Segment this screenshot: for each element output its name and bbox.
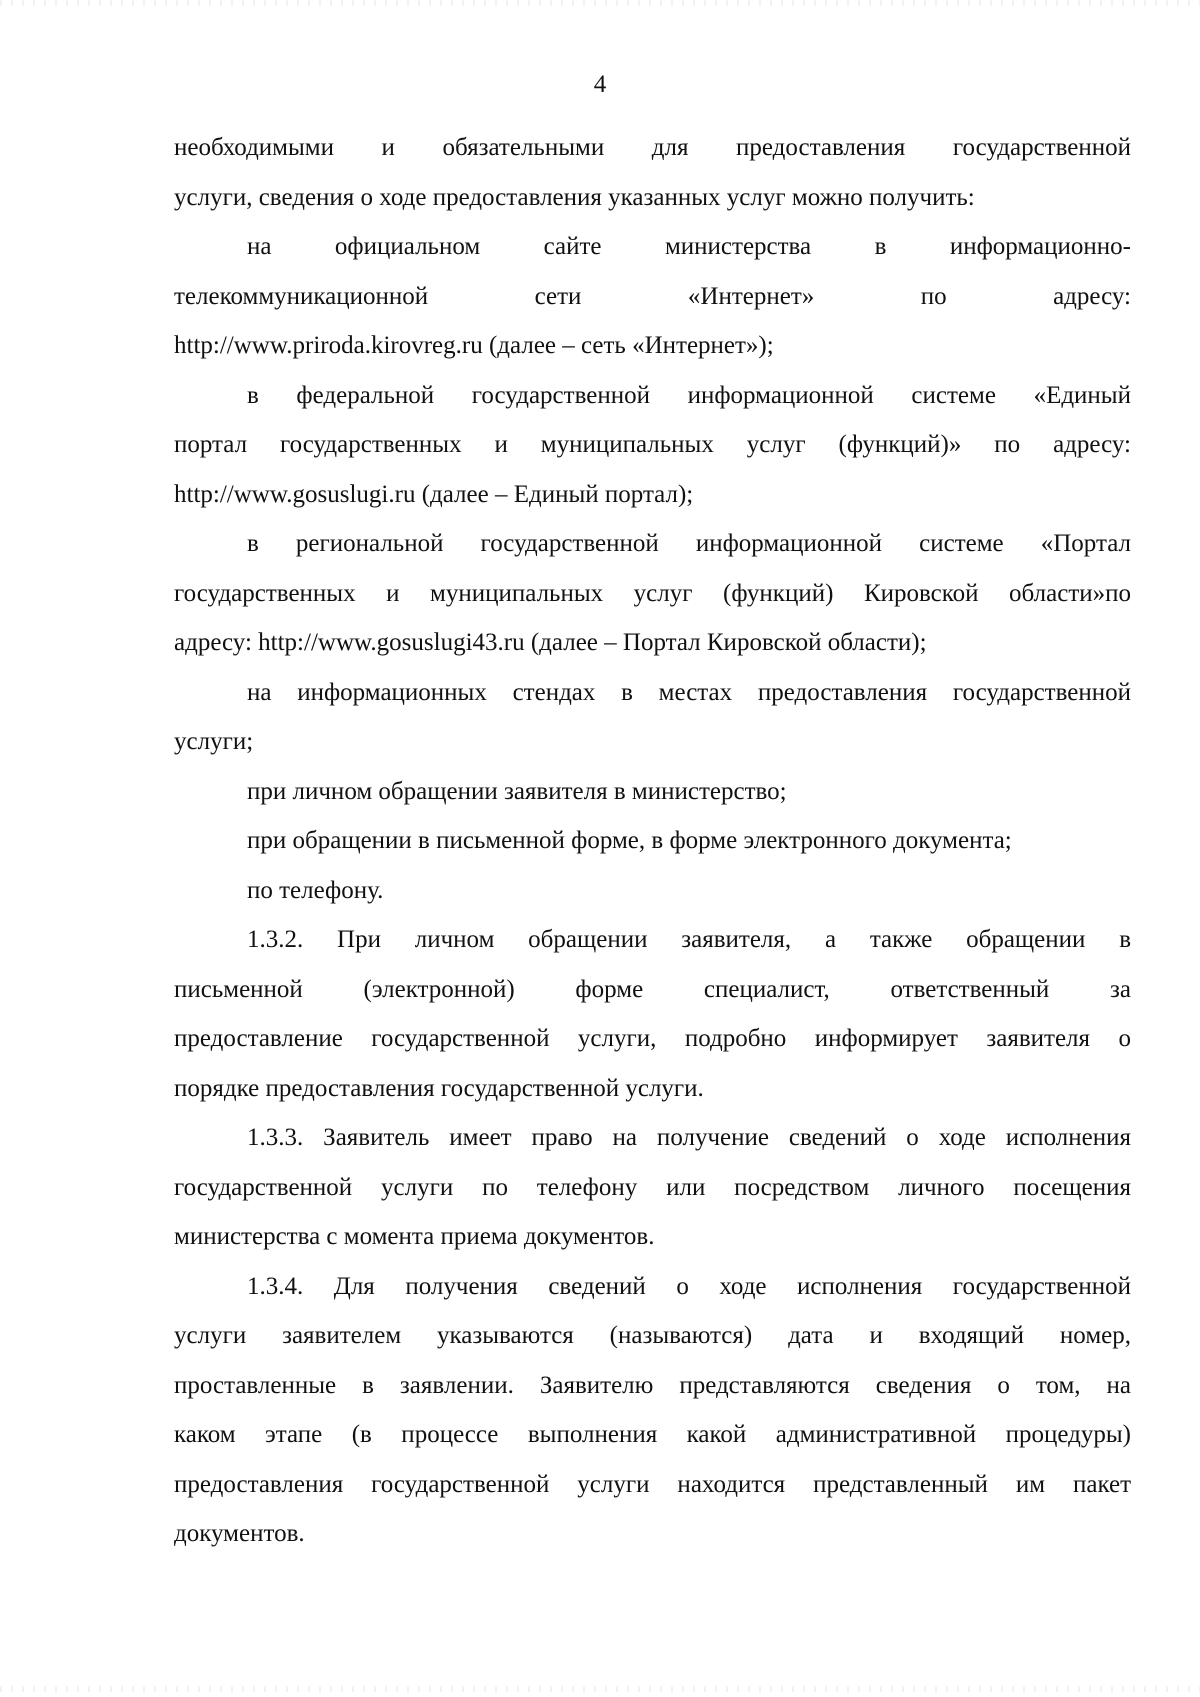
paragraph-info-stands-line-2: услуги; xyxy=(174,728,254,755)
paragraph-regional-portal-line-2: государственных и муниципальных услуг (функций) Кировской области»по xyxy=(174,579,1131,607)
paragraph-info-stands-line-1: на информационных стендах в местах предоставления государственной xyxy=(247,678,1131,706)
paragraph-1-3-4-line-1: 1.3.4. Для получения сведений о ходе исполнения государственной xyxy=(247,1272,1131,1300)
paragraph-unified-portal-line-3: http://www.gosuslugi.ru (далее – Единый портал); xyxy=(174,480,694,508)
paragraph-unified-portal-line-1: в федеральной государственной информационной системе «Единый xyxy=(247,381,1131,409)
scan-edge-bottom xyxy=(0,1686,1200,1692)
paragraph-1-3-4-line-5: предоставления государственной услуги находится представленный им пакет xyxy=(174,1470,1131,1498)
page-number: 4 xyxy=(593,71,607,98)
paragraph-1-3-4-line-6: документов. xyxy=(174,1520,305,1547)
paragraph-1-3-3-line-1: 1.3.3. Заявитель имеет право на получение сведений о ходе исполнения xyxy=(247,1124,1131,1151)
paragraph-intro-line-1: необходимыми и обязательными для предоставления государственной xyxy=(174,134,1131,161)
paragraph-1-3-4-line-2: услуги заявителем указываются (называются) дата и входящий номер, xyxy=(174,1322,1131,1349)
paragraph-written-form: при обращении в письменной форме, в форме электронного документа; xyxy=(247,827,1012,854)
paragraph-1-3-4-line-3: проставленные в заявлении. Заявителю представляются сведения о том, на xyxy=(174,1371,1131,1399)
scan-edge-top xyxy=(0,0,1200,6)
paragraph-official-site-line-2: телекоммуникационной сети «Интернет» по адресу: xyxy=(174,282,1131,310)
paragraph-1-3-3-line-3: министерства с момента приема документов. xyxy=(174,1223,655,1250)
paragraph-1-3-2-line-2: письменной (электронной) форме специалист, ответственный за xyxy=(174,975,1131,1003)
paragraph-regional-portal-line-3: адресу: http://www.gosuslugi43.ru (далее – Портал Кировской области); xyxy=(174,629,927,656)
paragraph-1-3-2-line-1: 1.3.2. При личном обращении заявителя, а также обращении в xyxy=(247,926,1131,953)
paragraph-phone: по телефону. xyxy=(247,876,384,904)
paragraph-official-site-line-1: на официальном сайте министерства в информационно- xyxy=(247,233,1131,260)
document-body xyxy=(174,123,1131,1559)
paragraph-intro-line-2: услуги, сведения о ходе предоставления указанных услуг можно получить: xyxy=(174,183,975,211)
paragraph-1-3-4-line-4: каком этапе (в процессе выполнения какой административной процедуры) xyxy=(174,1421,1131,1448)
paragraph-regional-portal-line-1: в региональной государственной информационной системе «Портал xyxy=(247,530,1131,557)
paragraph-personal-visit: при личном обращении заявителя в министерство; xyxy=(247,777,787,805)
paragraph-official-site-line-3: http://www.priroda.kirovreg.ru (далее – сеть «Интернет»); xyxy=(174,332,774,359)
paragraph-1-3-2-line-4: порядке предоставления государственной услуги. xyxy=(174,1074,704,1102)
paragraph-1-3-3-line-2: государственной услуги по телефону или посредством личного посещения xyxy=(174,1173,1131,1201)
paragraph-unified-portal-line-2: портал государственных и муниципальных услуг (функций)» по адресу: xyxy=(174,431,1131,458)
paragraph-1-3-2-line-3: предоставление государственной услуги, подробно информирует заявителя о xyxy=(174,1025,1131,1052)
